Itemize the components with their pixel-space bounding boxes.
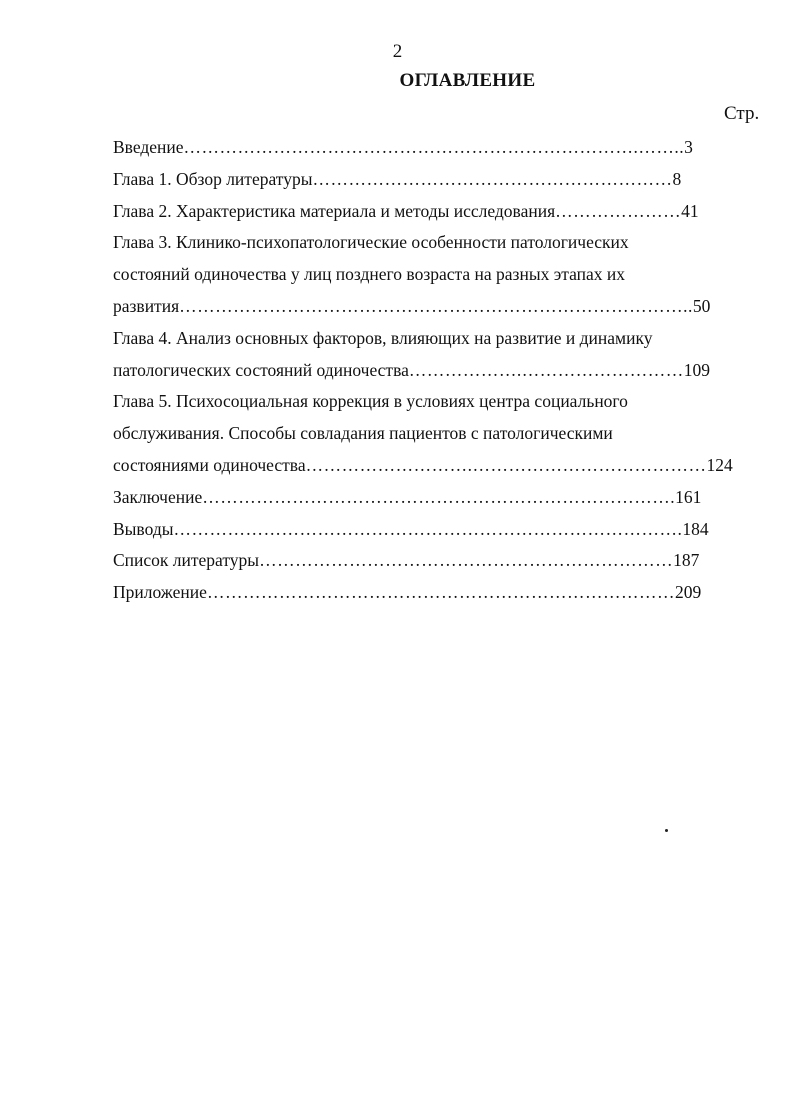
toc-entry-title: Приложение [113,582,207,603]
toc-leader-dots: ………………… [555,200,682,221]
page-number: 2 [392,41,403,62]
toc-entry-chapter-2[interactable] [113,196,763,228]
toc-leader-dots: …………………………………………………………………… [206,582,675,603]
toc-leader-dots: ………………………………………………………………………….. [179,295,693,316]
toc-entry-chapter-4[interactable] [113,323,763,387]
toc-leader-dots: ……………….……………………… [408,359,684,380]
toc-entry-title-line: Глава 5. Психосоциальная коррекция в условиях центра социального [113,391,628,412]
toc-entry-title: Заключение [113,486,203,507]
toc-page-number: 184 [682,518,709,539]
toc-leader-dots: …………………………………………………… [312,168,673,189]
page-title: ОГЛАВЛЕНИЕ [399,70,536,91]
toc-leader-dots: …………………………………………………………… [259,550,674,571]
toc-entry-title-line: обслуживания. Способы совладания пациентов с патологическими [113,423,613,444]
toc-page-number: 124 [706,454,733,475]
toc-page-number: 209 [674,582,702,603]
toc-entry-title-line: состояний одиночества у лиц позднего возраста на разных этапах их [113,264,625,285]
toc-entry-title: развития [113,295,180,316]
toc-page-number: 187 [673,550,700,571]
toc-entry-title: патологических состояний одиночества [113,359,409,380]
toc-entry-title: Глава 1. Обзор литературы [113,168,313,189]
toc-entry-title: Выводы [113,518,174,539]
page-column-label: Стр. [724,103,760,124]
toc-entry-references[interactable] [113,545,763,577]
toc-page-number: 41 [681,200,699,221]
toc-entry-findings[interactable] [113,514,763,546]
toc-entry-appendix[interactable] [113,577,763,609]
scan-speck [665,829,668,832]
toc-entry-title: Глава 2. Характеристика материала и методы исследования [113,200,556,221]
toc-page-number: 109 [683,359,711,380]
toc-page-number: 8 [672,168,682,189]
toc-entry-title: Введение [113,137,184,157]
toc-leader-dots: …………………………………………………………………………. [173,518,683,539]
toc-leader-dots: ………………………………………………………………….…….. [183,137,685,157]
toc-entry-title-line: Глава 3. Клинико-психопатологические особенности патологических [113,232,629,253]
toc-leader-dots: ……………………………………………………………………. [202,486,676,507]
toc-entry-introduction[interactable] [113,132,763,164]
table-of-contents [113,132,763,609]
toc-entry-conclusion[interactable] [113,482,763,514]
toc-entry-title-line: Глава 4. Анализ основных факторов, влияющих на развитие и динамику [113,327,653,348]
toc-page-number: 50 [692,295,711,316]
toc-entry-chapter-1[interactable] [113,164,763,196]
toc-page-number: 161 [675,486,702,507]
toc-entry-chapter-5[interactable] [113,386,763,481]
toc-page-number: 3 [684,137,693,157]
toc-entry-title: Список литературы [113,550,260,571]
toc-leader-dots: ……………………….………………………………… [305,454,707,475]
toc-entry-chapter-3[interactable] [113,227,763,322]
toc-entry-title: состояниями одиночества [113,454,306,475]
